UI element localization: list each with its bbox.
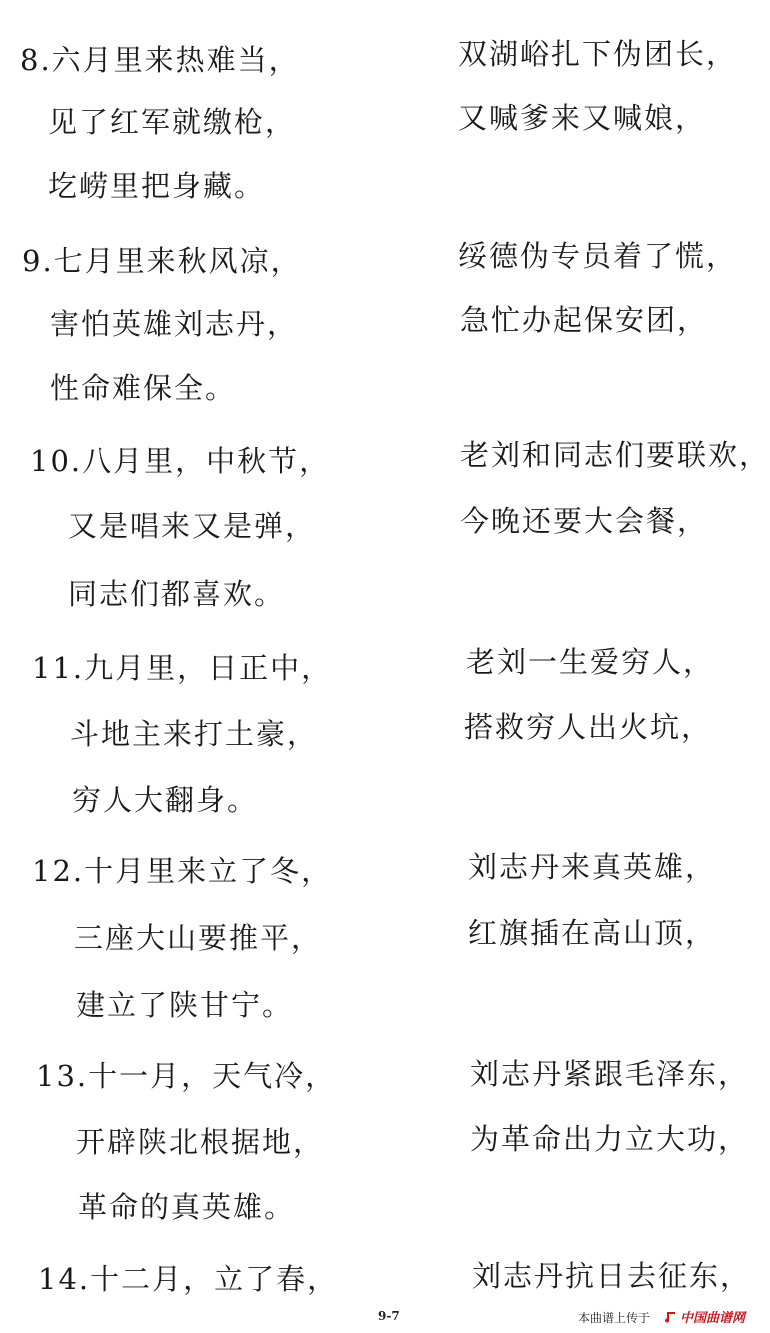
right-line: 刘志丹来真英雄， [468, 850, 717, 884]
right-line: 又喊爹来又喊娘， [458, 101, 707, 135]
right-line: 绥德伪专员着了慌， [458, 239, 738, 273]
upload-note: 本曲谱上传于 [578, 1311, 651, 1325]
right-line: 老刘和同志们要联欢， [460, 438, 770, 472]
left-line: 8.六月里来热难当， [20, 43, 300, 77]
left-line: 见了红军就缴枪， [48, 105, 297, 139]
right-line: 红旗插在高山顶， [468, 916, 717, 950]
page-number: 9-7 [378, 1309, 400, 1323]
left-line: 害怕英雄刘志丹， [50, 307, 299, 341]
right-line: 今晚还要大会餐， [460, 504, 709, 538]
left-line: 10.八月里，中秋节， [30, 444, 331, 478]
left-line: 又是唱来又是弹， [68, 509, 317, 543]
left-line: 开辟陕北根据地， [76, 1125, 325, 1159]
left-line: 三座大山要推平， [74, 921, 323, 955]
left-line: 穷人大翻身。 [72, 783, 259, 817]
left-line: 圪崂里把身藏。 [48, 169, 266, 203]
left-line: 11.九月里，日正中， [32, 651, 333, 685]
logo-text: 中国曲谱网 [680, 1311, 746, 1326]
left-line: 同志们都喜欢。 [68, 577, 286, 611]
right-line: 老刘一生爱穷人， [466, 645, 715, 679]
right-line: 急忙办起保安团， [460, 303, 709, 337]
left-line: 9.七月里来秋风凉， [22, 244, 302, 278]
left-line: 性命难保全。 [50, 371, 237, 405]
right-line: 刘志丹抗日去征东， [472, 1259, 752, 1293]
right-line: 搭救穷人出火坑， [464, 710, 713, 744]
left-line: 14.十二月，立了春， [38, 1262, 339, 1296]
music-note-icon [664, 1311, 678, 1323]
right-line: 双湖峪扎下伪团长， [458, 37, 738, 71]
left-line: 12.十月里来立了冬， [32, 854, 333, 888]
left-line: 13.十一月，天气冷， [36, 1059, 337, 1093]
left-line: 革命的真英雄。 [78, 1190, 296, 1224]
site-logo[interactable] [664, 1307, 745, 1326]
right-line: 刘志丹紧跟毛泽东， [470, 1057, 750, 1091]
right-line: 为革命出力立大功， [470, 1122, 750, 1156]
left-line: 斗地主来打土豪， [70, 717, 319, 751]
left-line: 建立了陕甘宁。 [76, 988, 294, 1022]
